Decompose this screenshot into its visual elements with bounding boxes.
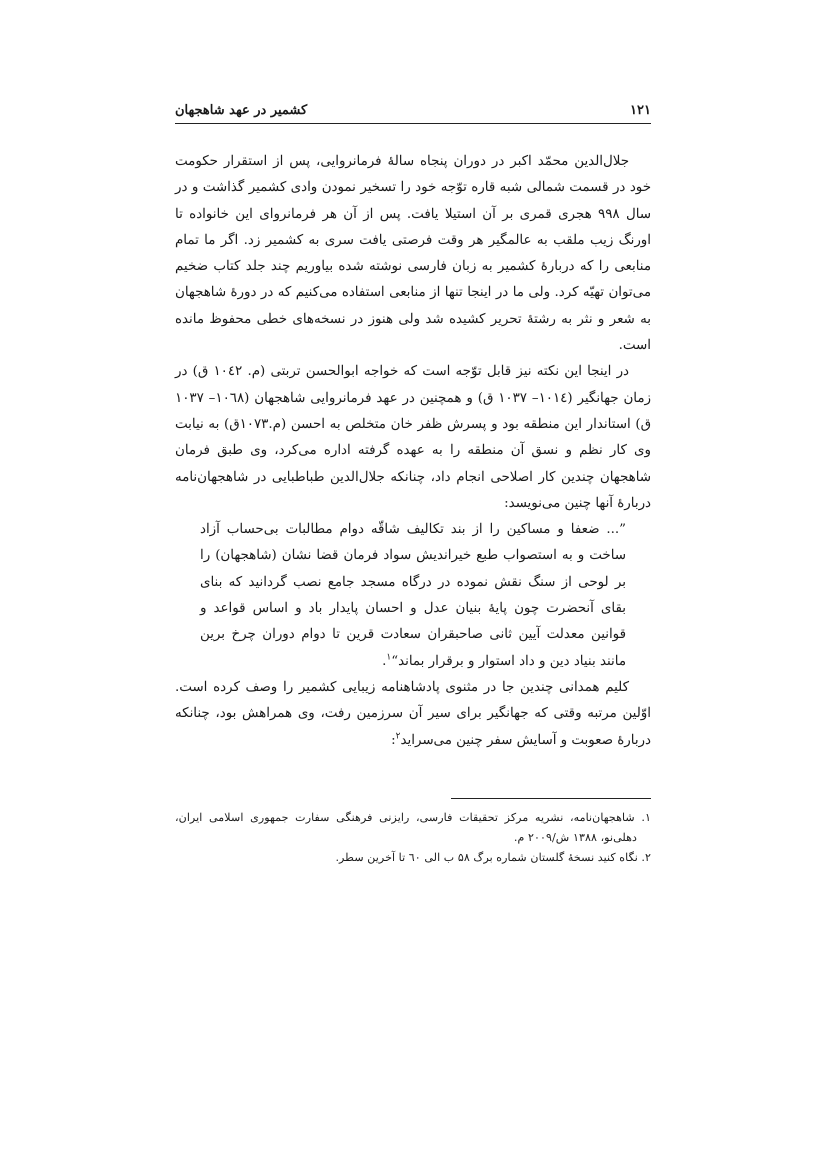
page-header: [175, 95, 651, 124]
running-title: کشمیر در عهد شاهجهان: [175, 103, 308, 118]
body-text: [175, 149, 651, 754]
book-page: [175, 95, 651, 1095]
paragraph-3-text: کلیم همدانی چندین جا در مثنوی پادشاهنامه زیبایی کشمیر را وصف کرده است. اوّلین مرتبه وقتی که جهانگیر برای سیر آن سرزمین رفت، وی همراهش بود، چنانکه دربارهٔ صعوبت و آسایش سفر چنین می‌سراید: [175, 679, 651, 748]
footnote-1: ۱. شاهجهان‌نامه، نشریه مرکز تحقیقات فارسی، رایزنی فرهنگی سفارت جمهوری اسلامی ایران، دهلی‌نو، ۱۳۸۸ ش/۲۰۰۹ م.: [175, 811, 651, 844]
footnote-2: ۲. نگاه کنید نسخهٔ گلستان شماره برگ ۵۸ ب الی ٦۰ تا آخرین سطر.: [335, 851, 651, 864]
footnote-divider: [451, 798, 651, 799]
footnotes: [175, 808, 651, 868]
footnote-ref-1: ۱: [386, 652, 392, 663]
block-quote: ”... ضعفا و مساکین را از بند تکالیف شاقّه دوام مطالبات بی‌حساب آزاد ساخت و به استصواب طبع خیراندیش سواد فرمان قضا نشان (شاهجهان) را بر لوحی از سنگ نقش نموده در درگاه مسجد جامع نصب گردانید که بنای بقای آنحضرت چون پایهٔ بنیان عدل و احسان پایدار باد و اساس قواعد و قوانین معدلت آیین ثانی صاحبقران سعادت قرین تا دوام دوران چرخ برین مانند بنیاد دین و داد استوار و برقرار بماند“$^۱$.: [200, 522, 626, 669]
paragraph-3-end: :: [391, 732, 396, 748]
quote-text: ”... ضعفا و مساکین را از بند تکالیف شاقّه دوام مطالبات بی‌حساب آزاد ساخت و به استصواب طبع خیراندیش سواد فرمان قضا نشان (شاهجهان) را بر لوحی از سنگ نقش نموده در درگاه مسجد جامع نصب گردانید که بنای بقای آنحضرت چون پایهٔ بنیان عدل و احسان پایدار باد و اساس قواعد و قوانین معدلت آیین ثانی صاحبقران سعادت قرین تا دوام دوران چرخ برین مانند بنیاد دین و داد استوار و برقرار بماند“: [200, 522, 626, 669]
paragraph-1: جلال‌الدین محمّد اکبر در دوران پنجاه سالهٔ فرمانروایی، پس از استقرار حکومت خود در قسمت شمالی شبه قاره توّجه خود را تسخیر نمودن وادی کشمیر گذاشت و در سال ۹۹۸ هجری قمری بر آن استیلا یافت. پس از آن هر فرمانروای این خانواده تا اورنگ زیب ملقب به عالمگیر هر وقت فرصتی یافت سری به کشمیر زد. اگر ما تمام منابعی را که دربارهٔ کشمیر به زبان فارسی نوشته شده بیاوریم چند جلد کتاب ضخیم می‌توان تهیّه کرد. ولی ما در اینجا تنها از منابعی استفاده می‌کنیم که در دورهٔ شاهجهان به شعر و نثر به رشتهٔ تحریر کشیده شد ولی هنوز در نسخه‌های خطی محفوظ مانده است.: [175, 154, 651, 354]
footnote-ref-2: ۲: [395, 731, 401, 742]
page-number: ۱۲۱: [630, 103, 651, 118]
paragraph-3: [175, 675, 651, 754]
paragraph-2: در اینجا این نکته نیز قابل توّجه است که خواجه ابوالحسن تربتی (م. ۱۰٤۲ ق) در زمان جهانگیر (۱۰۱٤– ۱۰۳۷ ق) و همچنین در عهد فرمانروایی شاهجهان (۱۰٦۸– ۱۰۳۷ ق) استاندار این منطقه بود و پسرش ظفر خان متخلص به احسن (م.۱۰۷۳ق) به نیابت وی کار نظم و نسق آن منطقه را به عهده گرفته اداره می‌کرد، وی طبق فرمان شاهجهان چندین کار اصلاحی انجام داد، چنانکه جلال‌الدین طباطبایی در شاهجهان‌نامه دربارهٔ آنها چنین می‌نویسد:: [175, 364, 652, 511]
